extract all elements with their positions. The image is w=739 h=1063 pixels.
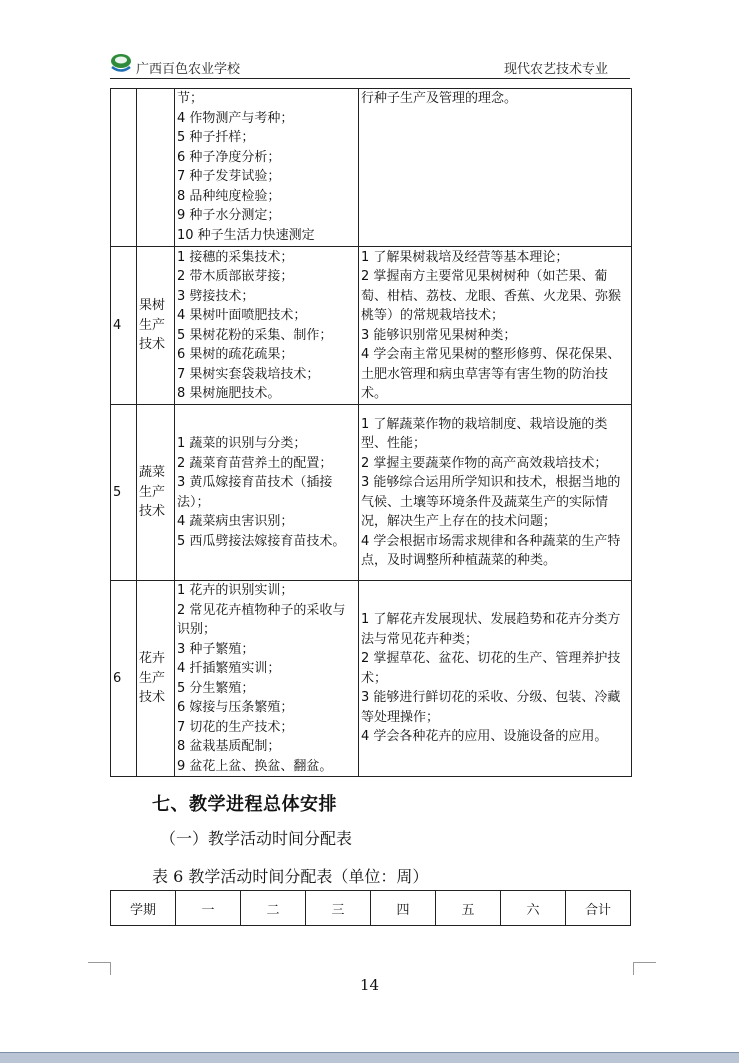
course-table <box>110 88 632 777</box>
term-header: 学期 <box>111 891 176 926</box>
window-bottom-bar <box>0 1052 739 1063</box>
section-title: 七、教学进程总体安排 <box>152 794 337 815</box>
table-caption: 表 6 教学活动时间分配表（单位：周） <box>152 867 429 886</box>
term-header: 六 <box>501 891 566 926</box>
course-name: 果树生产技术 <box>137 247 175 405</box>
content-line: 9 种子水分测定； <box>177 208 281 223</box>
goal-line: 1 了解花卉发展现状、发展趋势和花卉分类方法与常见花卉种类； <box>361 612 621 647</box>
row-number: 5 <box>111 405 137 581</box>
content-line: 3 劈接技术； <box>177 288 255 304</box>
course-name <box>137 89 175 247</box>
course-content <box>175 247 359 405</box>
goal-line: 1 了解果树栽培及经营等基本理论； <box>361 249 569 265</box>
content-line: 2 蔬菜育苗营养土的配置； <box>177 455 333 471</box>
goal-line: 4 学会南主常见果树的整形修剪、保花保果、土肥水管理和病虫草害等有害生物的防治技术。 <box>361 347 621 401</box>
goal-line: 3 能够综合运用所学知识和技术，根据当地的气候、土壤等环境条件及蔬菜生产的实际情况，解决生产上存在的技术问题； <box>361 475 621 529</box>
page-number: 14 <box>359 976 380 994</box>
table-row <box>111 581 632 777</box>
school-name: 广西百色农业学校 <box>136 62 241 77</box>
table-row <box>111 89 632 247</box>
content-line: 8 果树施肥技术。 <box>177 386 281 401</box>
goal-line: 1 了解蔬菜作物的栽培制度、栽培设施的类型、性能； <box>361 416 608 451</box>
course-content <box>175 581 359 777</box>
row-number: 6 <box>111 581 137 777</box>
content-line: 7 果树实套袋栽培技术； <box>177 366 320 382</box>
content-line: 4 果树叶面喷肥技术； <box>177 308 307 323</box>
content-line: 节； <box>177 91 204 106</box>
term-header: 五 <box>436 891 501 926</box>
content-line: 4 扦插繁殖实训； <box>177 661 281 676</box>
table-row <box>111 405 632 581</box>
content-line: 2 带木质部嵌芽接； <box>177 269 294 284</box>
term-header: 三 <box>306 891 371 926</box>
content-line: 8 品种纯度检验； <box>177 188 281 204</box>
content-line: 2 常见花卉植物种子的采收与识别； <box>177 602 346 637</box>
content-line: 5 种子扦样； <box>177 130 255 145</box>
goal-line: 4 学会各种花卉的应用、设施设备的应用。 <box>361 729 608 745</box>
goal-line: 2 掌握南方主要常见果树树种（如芒果、葡萄、柑桔、荔枝、龙眼、香蕉、火龙果、弥猴桃等）的常规栽培技术； <box>361 269 622 323</box>
term-table <box>110 890 631 926</box>
course-goals <box>359 247 632 405</box>
goal-line: 2 掌握草花、盆花、切花的生产、管理养护技术； <box>361 651 621 686</box>
page-corner-mark <box>633 962 656 975</box>
content-line: 1 蔬菜的识别与分类； <box>177 436 307 451</box>
goal-line: 3 能够进行鲜切花的采收、分级、包装、冷藏等处理操作； <box>361 690 621 725</box>
content-line: 6 果树的疏花疏果； <box>177 347 294 362</box>
content-line: 9 盆花上盆、换盆、翻盆。 <box>177 758 333 774</box>
content-line: 10 种子生活力快速测定 <box>177 227 315 243</box>
goal-line: 2 掌握主要蔬菜作物的高产高效栽培技术； <box>361 455 608 471</box>
content-line: 4 蔬菜病虫害识别； <box>177 514 294 529</box>
content-line: 7 种子发芽试验； <box>177 169 281 184</box>
table-row <box>111 247 632 405</box>
course-goals <box>359 405 632 581</box>
content-line: 8 盆栽基质配制； <box>177 739 281 754</box>
term-header: 二 <box>241 891 306 926</box>
row-number <box>111 89 137 247</box>
goal-line: 行种子生产及管理的理念。 <box>361 91 518 106</box>
school-logo-icon <box>110 52 132 74</box>
course-goals <box>359 89 632 247</box>
content-line: 5 西瓜劈接法嫁接育苗技术。 <box>177 533 346 549</box>
course-content <box>175 89 359 247</box>
content-line: 5 果树花粉的采集、制作； <box>177 327 333 343</box>
course-name: 花卉生产技术 <box>137 581 175 777</box>
content-line: 1 花卉的识别实训； <box>177 583 294 598</box>
page-corner-mark <box>88 962 111 975</box>
content-line: 4 作物测产与考种； <box>177 110 294 126</box>
course-name: 蔬菜生产技术 <box>137 405 175 581</box>
major-name: 现代农艺技术专业 <box>503 62 608 77</box>
content-line: 6 嫁接与压条繁殖； <box>177 700 294 715</box>
section-subtitle: （一）教学活动时间分配表 <box>160 829 353 848</box>
content-line: 3 种子繁殖； <box>177 641 255 657</box>
table-row <box>111 891 631 926</box>
course-goals <box>359 581 632 777</box>
term-header: 一 <box>176 891 241 926</box>
goal-line: 4 学会根据市场需求规律和各种蔬菜的生产特点，及时调整所种植蔬菜的种类。 <box>361 533 621 568</box>
content-line: 5 分生繁殖； <box>177 680 255 696</box>
row-number: 4 <box>111 247 137 405</box>
term-header: 四 <box>371 891 436 926</box>
content-line: 1 接穗的采集技术； <box>177 249 294 265</box>
page-header <box>110 50 630 79</box>
content-line: 3 黄瓜嫁接育苗技术（插接法）； <box>177 475 333 510</box>
goal-line: 3 能够识别常见果树种类； <box>361 327 517 343</box>
course-content <box>175 405 359 581</box>
content-line: 7 切花的生产技术； <box>177 719 294 735</box>
content-line: 6 种子净度分析； <box>177 149 281 165</box>
term-header: 合计 <box>566 891 631 926</box>
